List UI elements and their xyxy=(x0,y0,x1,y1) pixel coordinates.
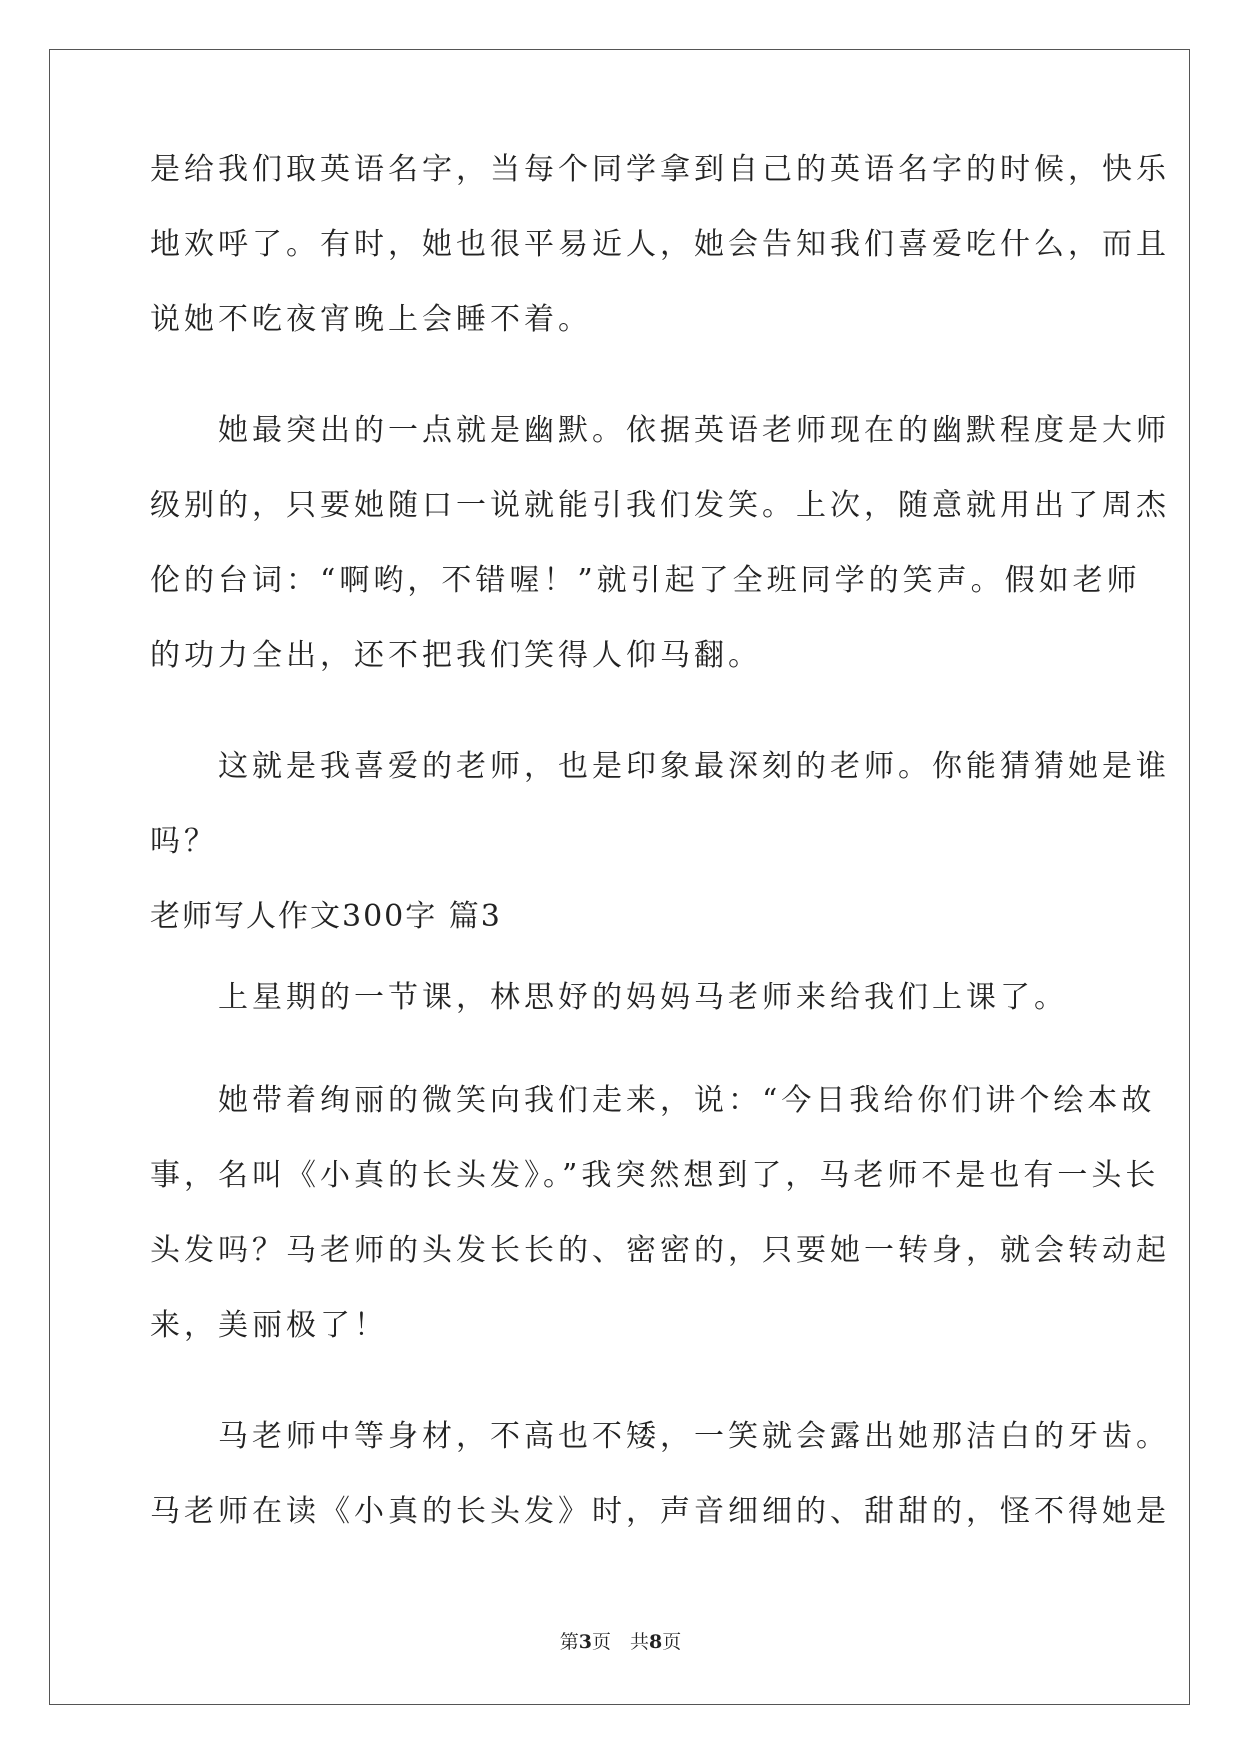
text-line: 是给我们取英语名字，当每个同学拿到自己的英语名字的时候，快乐 xyxy=(150,152,1170,187)
text-line: 地欢呼了。有时，她也很平易近人，她会告知我们喜爱吃什么，而且 xyxy=(150,227,1170,262)
text-line: 头发吗？马老师的头发长长的、密密的，只要她一转身，就会转动起 xyxy=(150,1233,1170,1268)
footer-prefix: 第 xyxy=(559,1631,579,1653)
section-heading: 老师写人作文300字 篇3 xyxy=(150,899,502,934)
text-line: 级别的，只要她随口一说就能引我们发笑。上次，随意就用出了周杰 xyxy=(150,488,1170,523)
current-page-number: 3 xyxy=(578,1631,592,1653)
text-line: 这就是我喜爱的老师，也是印象最深刻的老师。你能猜猜她是谁 xyxy=(150,749,1170,784)
text-line: 来，美丽极了！ xyxy=(150,1308,388,1343)
text-line: 马老师中等身材，不高也不矮，一笑就会露出她那洁白的牙齿。 xyxy=(150,1419,1170,1454)
total-page-count: 8 xyxy=(649,1631,663,1653)
text-line: 说她不吃夜宵晚上会睡不着。 xyxy=(150,302,592,337)
text-line: 事，名叫《小真的长头发》。”我突然想到了，马老师不是也有一头长 xyxy=(150,1158,1160,1193)
footer-suffix: 页 xyxy=(662,1631,682,1653)
text-line: 她带着绚丽的微笑向我们走来，说：“今日我给你们讲个绘本故 xyxy=(150,1083,1156,1118)
page-footer xyxy=(0,1630,1241,1654)
footer-middle: 页 共 xyxy=(591,1631,649,1653)
text-line: 的功力全出，还不把我们笑得人仰马翻。 xyxy=(150,638,762,673)
text-line: 吗？ xyxy=(150,824,218,859)
text-line: 上星期的一节课，林思妤的妈妈马老师来给我们上课了。 xyxy=(150,980,1068,1015)
text-line: 她最突出的一点就是幽默。依据英语老师现在的幽默程度是大师 xyxy=(150,413,1170,448)
text-line: 伦的台词：“啊哟，不错喔！”就引起了全班同学的笑声。假如老师 xyxy=(150,563,1141,598)
text-line: 马老师在读《小真的长头发》时，声音细细的、甜甜的，怪不得她是 xyxy=(150,1494,1170,1529)
